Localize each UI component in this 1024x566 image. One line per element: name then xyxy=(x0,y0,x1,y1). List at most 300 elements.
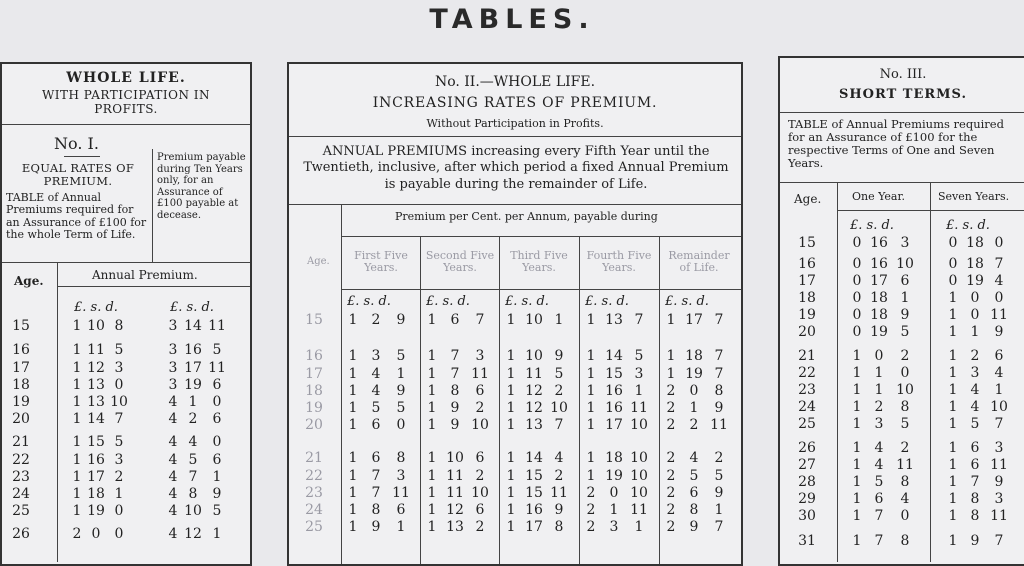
table-cell: 1 xyxy=(348,485,358,501)
table-cell: 18 xyxy=(605,450,623,466)
table-cell: 16 xyxy=(525,502,543,518)
panel-subtitle: INCREASING RATES OF PREMIUM. xyxy=(372,95,658,111)
table-cell: 5 xyxy=(634,348,644,364)
lsd-header: £. s. d. xyxy=(347,294,391,309)
table-cell: 1 xyxy=(948,365,958,381)
table-cell: 1 xyxy=(948,533,958,549)
table-cell: 9 xyxy=(396,383,406,399)
table-cell: 8 xyxy=(188,486,198,502)
table-cell: 1 xyxy=(506,312,516,328)
table-cell: 7 xyxy=(994,416,1004,432)
age-cell: 24 xyxy=(798,399,816,415)
lsd-header: £. s. d. xyxy=(850,218,894,233)
table-cell: 0 xyxy=(970,290,980,306)
age-cell: 22 xyxy=(305,468,323,484)
table-cell: 4 xyxy=(371,383,381,399)
age-cell: 21 xyxy=(305,450,323,466)
table-cell: 7 xyxy=(188,469,198,485)
table-cell: 1 xyxy=(348,450,358,466)
table-cell: 2 xyxy=(666,485,676,501)
table-cell: 7 xyxy=(450,348,460,364)
table-cell: 11 xyxy=(392,485,410,501)
table-cell: 15 xyxy=(525,485,543,501)
col-header-seven-years: Seven Years. xyxy=(938,190,1010,203)
table-cell: 5 xyxy=(114,434,124,450)
table-cell: 5 xyxy=(212,342,222,358)
col-header: Third Five Years. xyxy=(510,249,568,275)
table-cell: 2 xyxy=(970,348,980,364)
table-cell: 1 xyxy=(948,382,958,398)
table-cell: 1 xyxy=(586,468,596,484)
table-cell: 12 xyxy=(446,502,464,518)
table-cell: 0 xyxy=(212,434,222,450)
table-cell: 4 xyxy=(168,503,178,519)
lsd-header: £. s. d. xyxy=(74,300,118,315)
age-cell: 21 xyxy=(798,348,816,364)
col-header: First Five Years. xyxy=(354,249,408,275)
table-cell: 17 xyxy=(525,519,543,535)
table-cell: 4 xyxy=(900,491,910,507)
table-cell: 5 xyxy=(212,503,222,519)
table-cell: 8 xyxy=(689,502,699,518)
table-cell: 4 xyxy=(970,399,980,415)
table-cell: 11 xyxy=(630,400,648,416)
table-cell: 6 xyxy=(475,450,485,466)
table-cell: 0 xyxy=(396,417,406,433)
table-cell: 0 xyxy=(970,307,980,323)
table-cell: 1 xyxy=(948,474,958,490)
table-cell: 10 xyxy=(184,503,202,519)
table-cell: 9 xyxy=(689,519,699,535)
age-cell: 21 xyxy=(12,434,30,450)
table-cell: 3 xyxy=(396,468,406,484)
age-header: Age. xyxy=(794,192,822,206)
age-cell: 19 xyxy=(798,307,816,323)
table-cell: 10 xyxy=(990,399,1008,415)
table-cell: 15 xyxy=(87,434,105,450)
table-cell: 9 xyxy=(371,519,381,535)
table-cell: 9 xyxy=(212,486,222,502)
table-short-terms xyxy=(778,56,1024,566)
table-cell: 4 xyxy=(874,457,884,473)
age-cell: 25 xyxy=(798,416,816,432)
table-cell: 1 xyxy=(427,468,437,484)
table-cell: 1 xyxy=(948,440,958,456)
table-cell: 1 xyxy=(506,348,516,364)
table-cell: 1 xyxy=(852,382,862,398)
age-cell: 23 xyxy=(798,382,816,398)
table-cell: 5 xyxy=(114,342,124,358)
table-cell: 2 xyxy=(554,468,564,484)
table-cell: 7 xyxy=(554,417,564,433)
table-cell: 2 xyxy=(586,502,596,518)
table-cell: 0 xyxy=(852,256,862,272)
table-cell: 0 xyxy=(994,290,1004,306)
table-cell: 2 xyxy=(666,468,676,484)
table-cell: 1 xyxy=(586,450,596,466)
table-cell: 0 xyxy=(852,324,862,340)
table-cell: 16 xyxy=(870,256,888,272)
table-cell: 12 xyxy=(525,400,543,416)
table-cell: 2 xyxy=(554,383,564,399)
table-cell: 0 xyxy=(948,273,958,289)
table-cell: 16 xyxy=(605,383,623,399)
table-cell: 0 xyxy=(900,508,910,524)
table-cell: 10 xyxy=(550,400,568,416)
table-cell: 13 xyxy=(87,377,105,393)
table-cell: 3 xyxy=(168,377,178,393)
table-cell: 4 xyxy=(689,450,699,466)
annual-premiums-text: ANNUAL PREMIUMS increasing every Fifth Year until the Twentieth, inclusive, after which period a fixed Annual Premium is payable during the remainder of Life. xyxy=(303,144,729,192)
table-number: No. I. xyxy=(54,134,99,153)
table-cell: 11 xyxy=(550,485,568,501)
table-cell: 8 xyxy=(371,502,381,518)
table-cell: 3 xyxy=(900,235,910,251)
table-cell: 1 xyxy=(948,324,958,340)
panel-title: No. II.—WHOLE LIFE. xyxy=(434,74,596,90)
table-cell: 3 xyxy=(994,440,1004,456)
col-header: Fourth Five Years. xyxy=(586,249,652,275)
table-cell: 3 xyxy=(114,360,124,376)
panel-subtitle: WITH PARTICIPATION IN PROFITS. xyxy=(41,88,211,116)
table-cell: 2 xyxy=(586,485,596,501)
col-header: Remainder of Life. xyxy=(668,249,730,275)
table-cell: 0 xyxy=(91,526,101,542)
table-cell: 5 xyxy=(554,366,564,382)
table-cell: 11 xyxy=(471,366,489,382)
panel-title: WHOLE LIFE. xyxy=(66,70,186,86)
table-cell: 0 xyxy=(948,256,958,272)
table-cell: 2 xyxy=(475,519,485,535)
table-cell: 1 xyxy=(427,383,437,399)
table-cell: 1 xyxy=(948,416,958,432)
table-cell: 2 xyxy=(666,502,676,518)
table-cell: 19 xyxy=(87,503,105,519)
table-cell: 1 xyxy=(506,366,516,382)
lsd-header: £. s. d. xyxy=(505,294,549,309)
table-cell: 4 xyxy=(168,452,178,468)
table-cell: 1 xyxy=(994,382,1004,398)
table-cell: 6 xyxy=(450,312,460,328)
age-cell: 20 xyxy=(12,411,30,427)
table-cell: 17 xyxy=(184,360,202,376)
table-cell: 3 xyxy=(994,491,1004,507)
table-cell: 7 xyxy=(714,312,724,328)
table-cell: 1 xyxy=(348,383,358,399)
table-cell: 14 xyxy=(525,450,543,466)
table-cell: 1 xyxy=(852,348,862,364)
table-cell: 1 xyxy=(348,348,358,364)
table-cell: 1 xyxy=(666,312,676,328)
table-cell: 11 xyxy=(896,457,914,473)
annual-premium-header: Annual Premium. xyxy=(92,268,198,282)
table-cell: 1 xyxy=(586,400,596,416)
lsd-header: £. s. d. xyxy=(665,294,709,309)
table-cell: 7 xyxy=(970,474,980,490)
table-cell: 1 xyxy=(948,399,958,415)
table-cell: 7 xyxy=(994,256,1004,272)
table-cell: 9 xyxy=(554,502,564,518)
table-cell: 1 xyxy=(427,450,437,466)
table-cell: 4 xyxy=(994,273,1004,289)
table-cell: 7 xyxy=(450,366,460,382)
table-cell: 2 xyxy=(666,519,676,535)
table-cell: 1 xyxy=(609,502,619,518)
table-cell: 1 xyxy=(348,519,358,535)
table-cell: 0 xyxy=(852,307,862,323)
equal-rates-heading: EQUAL RATES OF PREMIUM. xyxy=(21,161,135,188)
table-cell: 2 xyxy=(666,417,676,433)
table-cell: 1 xyxy=(852,365,862,381)
table-cell: 2 xyxy=(586,519,596,535)
table-cell: 10 xyxy=(525,348,543,364)
table-cell: 2 xyxy=(371,312,381,328)
table-cell: 1 xyxy=(852,440,862,456)
table-cell: 6 xyxy=(970,457,980,473)
table-cell: 9 xyxy=(554,348,564,364)
age-cell: 17 xyxy=(305,366,323,382)
table-cell: 1 xyxy=(666,348,676,364)
table-cell: 1 xyxy=(948,508,958,524)
table-cell: 10 xyxy=(471,417,489,433)
table-cell: 1 xyxy=(348,400,358,416)
table-cell: 3 xyxy=(168,318,178,334)
age-cell: 16 xyxy=(798,256,816,272)
table-cell: 1 xyxy=(970,324,980,340)
table-cell: 10 xyxy=(630,468,648,484)
col-header-one-year: One Year. xyxy=(852,190,906,203)
table-cell: 1 xyxy=(427,348,437,364)
table-cell: 11 xyxy=(990,307,1008,323)
lsd-header: £. s. d. xyxy=(946,218,990,233)
age-cell: 29 xyxy=(798,491,816,507)
table-cell: 10 xyxy=(630,485,648,501)
table-cell: 15 xyxy=(525,468,543,484)
table-cell: 6 xyxy=(371,417,381,433)
table-cell: 10 xyxy=(446,450,464,466)
table-cell: 1 xyxy=(72,360,82,376)
table-cell: 8 xyxy=(900,474,910,490)
table-cell: 1 xyxy=(348,468,358,484)
table-cell: 6 xyxy=(900,273,910,289)
table-cell: 9 xyxy=(900,307,910,323)
age-cell: 16 xyxy=(305,348,323,364)
table-cell: 2 xyxy=(188,411,198,427)
table-cell: 17 xyxy=(870,273,888,289)
age-cell: 20 xyxy=(305,417,323,433)
participation-note: Without Participation in Profits. xyxy=(426,117,604,130)
table-cell: 11 xyxy=(525,366,543,382)
table-cell: 2 xyxy=(900,440,910,456)
table-cell: 3 xyxy=(475,348,485,364)
table-cell: 1 xyxy=(634,519,644,535)
table-cell: 7 xyxy=(874,508,884,524)
table-cell: 4 xyxy=(994,365,1004,381)
table-cell: 2 xyxy=(72,526,82,542)
panel-title: SHORT TERMS. xyxy=(839,87,967,102)
table-cell: 1 xyxy=(506,383,516,399)
table-cell: 1 xyxy=(852,533,862,549)
table-cell: 9 xyxy=(450,417,460,433)
table-cell: 1 xyxy=(852,508,862,524)
table-cell: 1 xyxy=(900,290,910,306)
table-cell: 6 xyxy=(689,485,699,501)
table-cell: 11 xyxy=(710,417,728,433)
table-cell: 0 xyxy=(212,394,222,410)
table-cell: 4 xyxy=(168,394,178,410)
table-cell: 18 xyxy=(870,290,888,306)
table-cell: 19 xyxy=(184,377,202,393)
age-cell: 30 xyxy=(798,508,816,524)
side-note: Premium payable during Ten Years only, for an Assurance of £100 payable at decease. xyxy=(157,152,246,221)
table-cell: 1 xyxy=(72,318,82,334)
age-cell: 22 xyxy=(798,365,816,381)
table-cell: 0 xyxy=(114,377,124,393)
table-cell: 1 xyxy=(72,394,82,410)
table-cell: 10 xyxy=(525,312,543,328)
table-cell: 1 xyxy=(586,348,596,364)
table-cell: 17 xyxy=(605,417,623,433)
table-cell: 1 xyxy=(948,307,958,323)
table-cell: 1 xyxy=(348,502,358,518)
table-cell: 12 xyxy=(87,360,105,376)
table-cell: 1 xyxy=(554,312,564,328)
table-cell: 0 xyxy=(609,485,619,501)
age-cell: 23 xyxy=(305,485,323,501)
table-cell: 16 xyxy=(870,235,888,251)
table-cell: 3 xyxy=(114,452,124,468)
table-cell: 1 xyxy=(714,502,724,518)
table-cell: 6 xyxy=(396,502,406,518)
table-cell: 4 xyxy=(371,366,381,382)
table-cell: 8 xyxy=(114,318,124,334)
age-cell: 28 xyxy=(798,474,816,490)
table-cell: 10 xyxy=(630,417,648,433)
table-cell: 6 xyxy=(475,502,485,518)
table-cell: 4 xyxy=(168,434,178,450)
table-cell: 0 xyxy=(994,235,1004,251)
table-cell: 4 xyxy=(554,450,564,466)
lsd-header: £. s. d. xyxy=(426,294,470,309)
table-cell: 1 xyxy=(852,474,862,490)
table-cell: 4 xyxy=(168,469,178,485)
table-cell: 1 xyxy=(427,519,437,535)
table-cell: 11 xyxy=(990,457,1008,473)
table-cell: 9 xyxy=(714,485,724,501)
table-cell: 5 xyxy=(970,416,980,432)
page-title: TABLES. xyxy=(429,4,595,35)
table-cell: 5 xyxy=(396,348,406,364)
table-cell: 4 xyxy=(874,440,884,456)
table-cell: 9 xyxy=(994,324,1004,340)
table-cell: 1 xyxy=(72,469,82,485)
table-cell: 14 xyxy=(605,348,623,364)
table-cell: 7 xyxy=(994,533,1004,549)
table-cell: 1 xyxy=(396,519,406,535)
table-cell: 6 xyxy=(212,377,222,393)
table-cell: 0 xyxy=(900,365,910,381)
table-cell: 1 xyxy=(874,382,884,398)
table-cell: 8 xyxy=(714,383,724,399)
age-cell: 19 xyxy=(12,394,30,410)
age-cell: 20 xyxy=(798,324,816,340)
table-cell: 1 xyxy=(852,416,862,432)
table-cell: 13 xyxy=(525,417,543,433)
table-cell: 1 xyxy=(948,290,958,306)
table-cell: 1 xyxy=(212,526,222,542)
age-cell: 15 xyxy=(798,235,816,251)
table-cell: 1 xyxy=(348,417,358,433)
premium-header: Premium per Cent. per Annum, payable during xyxy=(395,210,658,223)
table-cell: 9 xyxy=(970,533,980,549)
table-cell: 1 xyxy=(396,366,406,382)
table-cell: 15 xyxy=(605,366,623,382)
table-cell: 6 xyxy=(874,491,884,507)
table-cell: 7 xyxy=(714,348,724,364)
age-cell: 17 xyxy=(798,273,816,289)
table-cell: 4 xyxy=(188,434,198,450)
table-cell: 7 xyxy=(114,411,124,427)
table-cell: 1 xyxy=(72,452,82,468)
table-cell: 1 xyxy=(72,486,82,502)
table-cell: 18 xyxy=(870,307,888,323)
table-cell: 9 xyxy=(396,312,406,328)
table-cell: 6 xyxy=(371,450,381,466)
table-cell: 5 xyxy=(396,400,406,416)
table-number: No. III. xyxy=(879,67,927,82)
table-cell: 5 xyxy=(714,468,724,484)
table-cell: 1 xyxy=(506,468,516,484)
age-cell: 18 xyxy=(798,290,816,306)
table-cell: 8 xyxy=(396,450,406,466)
table-cell: 0 xyxy=(874,348,884,364)
age-cell: 23 xyxy=(12,469,30,485)
table-cell: 1 xyxy=(874,365,884,381)
table-cell: 3 xyxy=(168,360,178,376)
age-cell: 25 xyxy=(305,519,323,535)
table-cell: 2 xyxy=(689,417,699,433)
table-cell: 0 xyxy=(948,235,958,251)
table-cell: 1 xyxy=(72,377,82,393)
table-cell: 3 xyxy=(874,416,884,432)
table-cell: 1 xyxy=(852,457,862,473)
age-cell: 22 xyxy=(12,452,30,468)
age-cell: 18 xyxy=(305,383,323,399)
table-cell: 7 xyxy=(874,533,884,549)
table-cell: 4 xyxy=(970,382,980,398)
table-cell: 5 xyxy=(874,474,884,490)
age-cell: 17 xyxy=(12,360,30,376)
table-cell: 1 xyxy=(948,491,958,507)
table-cell: 2 xyxy=(666,383,676,399)
table-cell: 5 xyxy=(900,324,910,340)
table-cell: 0 xyxy=(114,526,124,542)
table-cell: 1 xyxy=(427,417,437,433)
table-cell: 8 xyxy=(900,399,910,415)
table-cell: 9 xyxy=(994,474,1004,490)
table-cell: 1 xyxy=(634,383,644,399)
table-cell: 8 xyxy=(970,491,980,507)
lsd-header: £. s. d. xyxy=(170,300,214,315)
table-cell: 8 xyxy=(554,519,564,535)
table-cell: 10 xyxy=(896,256,914,272)
table-cell: 0 xyxy=(852,273,862,289)
table-cell: 6 xyxy=(994,348,1004,364)
table-cell: 1 xyxy=(506,502,516,518)
table-cell: 11 xyxy=(446,485,464,501)
table-cell: 8 xyxy=(450,383,460,399)
table-cell: 16 xyxy=(87,452,105,468)
